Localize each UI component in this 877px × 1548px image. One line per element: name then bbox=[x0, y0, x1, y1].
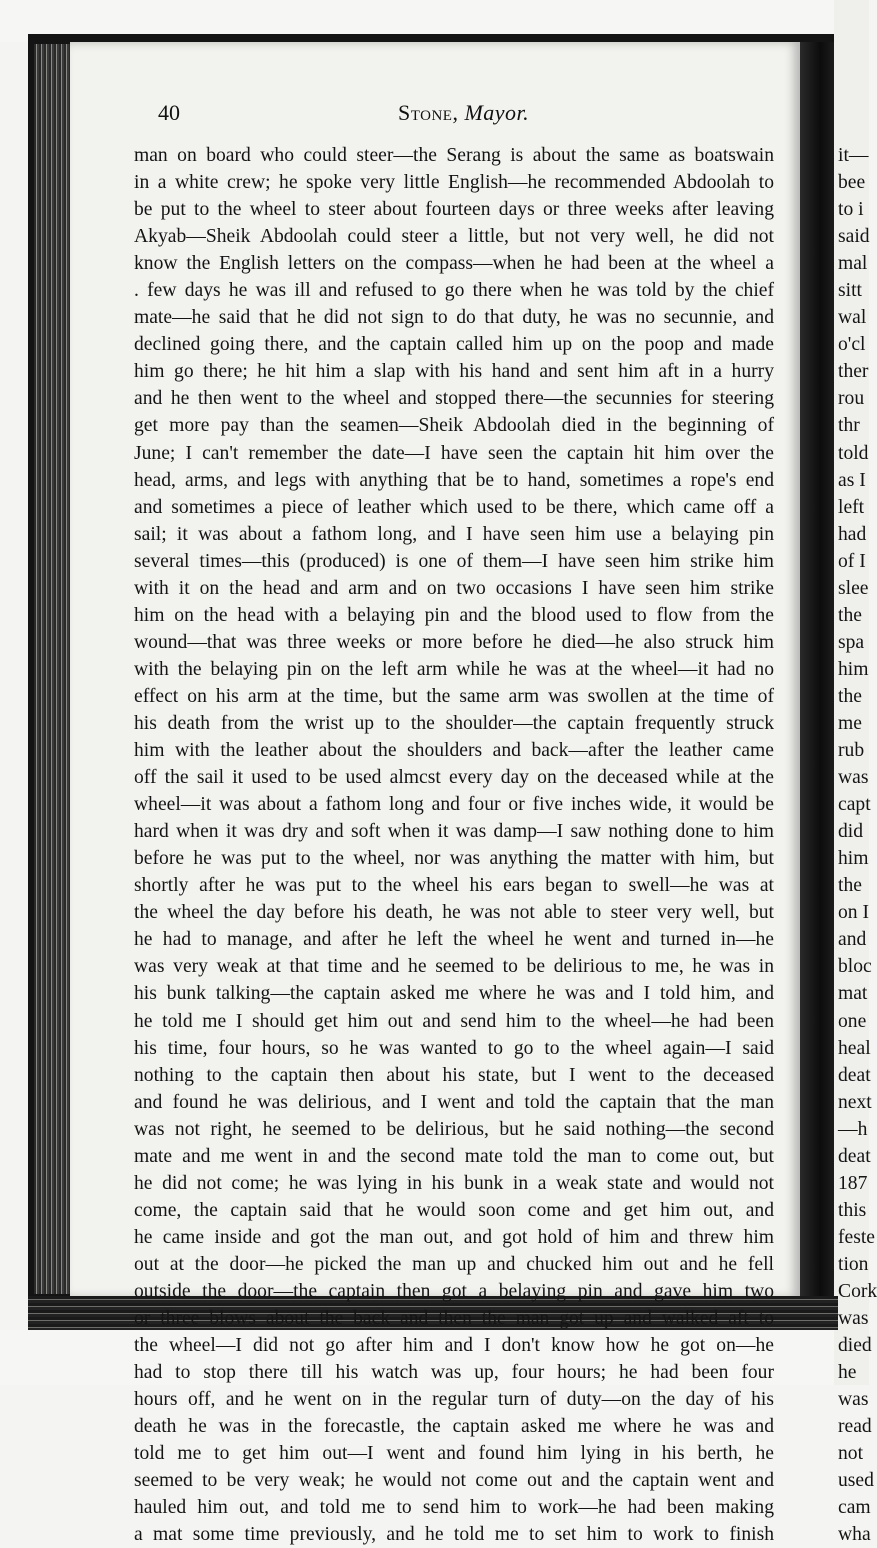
facing-page-fragment: was bbox=[838, 1389, 869, 1411]
text-line: hauled him out, and told me to send him to work—he had been making bbox=[134, 1497, 774, 1519]
text-line: hours off, and he went on in the regular turn of duty—on the day of his bbox=[134, 1389, 774, 1411]
text-line: death he was in the forecastle, the captain asked me where he was and bbox=[134, 1416, 774, 1438]
facing-page-fragment: not bbox=[838, 1443, 864, 1465]
text-line: shortly after he was put to the wheel his ears began to swell—he was at bbox=[134, 875, 774, 897]
facing-page-fragment: tion bbox=[838, 1253, 869, 1275]
text-line: he had to manage, and after he left the wheel he went and turned in—he bbox=[134, 929, 774, 951]
facing-page-fragment: feste bbox=[838, 1226, 875, 1248]
text-line: several times—this (produced) is one of them—I have seen him strike him bbox=[134, 550, 774, 572]
text-line: know the English letters on the compass—when he had been at the wheel a bbox=[134, 253, 774, 275]
text-line: hard when it was dry and soft when it was damp—I saw nothing done to him bbox=[134, 821, 774, 843]
facing-page-fragment: spa bbox=[838, 631, 865, 653]
facing-page-fragment: had bbox=[838, 523, 867, 545]
facing-page-fragment: to i bbox=[838, 199, 864, 221]
text-line: with it on the head and arm and on two occasions I have seen him strike bbox=[134, 577, 774, 599]
text-line: head, arms, and legs with anything that be to hand, sometimes a rope's end bbox=[134, 469, 774, 491]
facing-page-fragment: this bbox=[838, 1199, 867, 1221]
facing-page-fragment: slee bbox=[838, 577, 869, 599]
facing-page-fragment: the bbox=[838, 875, 862, 897]
text-line: told me to get him out—I went and found him lying in his berth, he bbox=[134, 1443, 774, 1465]
facing-page-fragment: rub bbox=[838, 740, 865, 762]
facing-page-fragment: and bbox=[838, 929, 867, 951]
text-line: June; I can't remember the date—I have seen the captain hit him over the bbox=[134, 442, 774, 464]
text-line: his death from the wrist up to the shoulder—the captain frequently struck bbox=[134, 712, 774, 734]
facing-page-fragment: wal bbox=[838, 307, 867, 329]
text-line: he did not come; he was lying in his bunk in a weak state and would not bbox=[134, 1172, 774, 1194]
text-line: his time, four hours, so he was wanted to go to the wheel again—I said bbox=[134, 1037, 774, 1059]
text-line: his bunk talking—the captain asked me where he was and I told him, and bbox=[134, 983, 774, 1005]
text-line: get more pay than the seamen—Sheik Abdoolah died in the beginning of bbox=[134, 415, 774, 437]
facing-page-fragment: deat bbox=[838, 1145, 871, 1167]
facing-page-text-fragments bbox=[838, 142, 877, 1548]
facing-page-fragment: read bbox=[838, 1416, 872, 1438]
running-head-title: Mayor. bbox=[464, 100, 530, 125]
text-line: declined going there, and the captain called him up on the poop and made bbox=[134, 334, 774, 356]
text-line: was very weak at that time and he seemed to be delirious to me, he was in bbox=[134, 956, 774, 978]
text-line: before he was put to the wheel, nor was anything the matter with him, but bbox=[134, 848, 774, 870]
facing-page-fragment: deat bbox=[838, 1064, 871, 1086]
text-line: wound—that was three weeks or more before he died—he also struck him bbox=[134, 631, 774, 653]
text-line: off the sail it used to be used almcst every day on the deceased while at the bbox=[134, 767, 774, 789]
text-line: Akyab—Sheik Abdoolah could steer a little, but not very well, he did not bbox=[134, 226, 774, 248]
text-line: him go there; he hit him a slap with his hand and sent him aft in a hurry bbox=[134, 361, 774, 383]
text-line: and he then went to the wheel and stopped there—the secunnies for steering bbox=[134, 388, 774, 410]
book-gutter bbox=[800, 42, 834, 1304]
facing-page-fragment: did bbox=[838, 821, 864, 843]
text-line: had to stop there till his watch was up, four hours; he had been four bbox=[134, 1362, 774, 1384]
facing-page-fragment: me bbox=[838, 712, 862, 734]
text-line: and found he was delirious, and I went and told the captain that the man bbox=[134, 1091, 774, 1113]
text-line: be put to the wheel to steer about fourteen days or three weeks after leaving bbox=[134, 199, 774, 221]
facing-page-fragment: bee bbox=[838, 172, 866, 194]
text-line: him with the leather about the shoulders and back—after the leather came bbox=[134, 740, 774, 762]
facing-page-fragment: left bbox=[838, 496, 865, 518]
facing-page-fragment: sitt bbox=[838, 280, 862, 302]
facing-page-fragment: died bbox=[838, 1335, 872, 1357]
facing-page-fragment: Cork bbox=[838, 1280, 877, 1302]
facing-page-fragment: o'cl bbox=[838, 334, 866, 356]
text-line: in a white crew; he spoke very little English—he recommended Abdoolah to bbox=[134, 172, 774, 194]
facing-page-fragment: thr bbox=[838, 415, 860, 437]
facing-page-fragment: wha bbox=[838, 1524, 871, 1546]
facing-page-fragment: rou bbox=[838, 388, 865, 410]
facing-page-fragment: cam bbox=[838, 1497, 871, 1519]
body-text bbox=[134, 142, 774, 1548]
text-line: the wheel the day before his death, he was not able to steer very well, but bbox=[134, 902, 774, 924]
running-head bbox=[398, 100, 529, 126]
facing-page-fragment: used bbox=[838, 1470, 874, 1492]
text-line: he told me I should get him out and send him to the wheel—he had been bbox=[134, 1010, 774, 1032]
facing-page-fragment: capt bbox=[838, 794, 871, 816]
facing-page-fragment: one bbox=[838, 1010, 867, 1032]
text-line: him on the head with a belaying pin and the blood used to flow from the bbox=[134, 604, 774, 626]
text-line: . few days he was ill and refused to go there when he was told by the chief bbox=[134, 280, 774, 302]
facing-page-fragment: it— bbox=[838, 145, 869, 166]
facing-page-fragment: next bbox=[838, 1091, 872, 1113]
text-line: sail; it was about a fathom long, and I have seen him use a belaying pin bbox=[134, 523, 774, 545]
page-header bbox=[158, 100, 778, 130]
facing-page-fragment: of I bbox=[838, 550, 866, 572]
facing-page-fragment: the bbox=[838, 685, 862, 707]
text-line: was not right, he seemed to be delirious, but he said nothing—the second bbox=[134, 1118, 774, 1140]
text-line: nothing to the captain then about his state, but I went to the deceased bbox=[134, 1064, 774, 1086]
facing-page-fragment: him bbox=[838, 658, 869, 680]
text-line: man on board who could steer—the Serang is about the same as boatswain bbox=[134, 145, 774, 166]
facing-page-fragment: mat bbox=[838, 983, 868, 1005]
text-line: he came inside and got the man out, and got hold of him and threw him bbox=[134, 1226, 774, 1248]
text-line: come, the captain said that he would soon come and get him out, and bbox=[134, 1199, 774, 1221]
facing-page-fragment: mal bbox=[838, 253, 868, 275]
facing-page-fragment: heal bbox=[838, 1037, 871, 1059]
text-line: out at the door—he picked the man up and chucked him out and he fell bbox=[134, 1253, 774, 1275]
text-line: wheel—it was about a fathom long and four or five inches wide, it would be bbox=[134, 794, 774, 816]
facing-page-fragment: bloc bbox=[838, 956, 872, 978]
facing-page-fragment: 187 bbox=[838, 1172, 868, 1194]
text-line: seemed to be very weak; he would not come out and the captain went and bbox=[134, 1470, 774, 1492]
facing-page-fragment: was bbox=[838, 1308, 869, 1330]
facing-page-fragment: him bbox=[838, 848, 869, 870]
page-number: 40 bbox=[158, 100, 180, 125]
text-line: the wheel—I did not go after him and I don't know how he got on—he bbox=[134, 1335, 774, 1357]
text-line: or three blows about the back and then the man got up and walked aft to bbox=[134, 1308, 774, 1330]
text-line: with the belaying pin on the left arm while he was at the wheel—it had no bbox=[134, 658, 774, 680]
facing-page-fragment: the bbox=[838, 604, 862, 626]
facing-page-fragment: as I bbox=[838, 469, 866, 491]
facing-page-fragment: was bbox=[838, 767, 869, 789]
facing-page-fragment: —h bbox=[838, 1118, 868, 1140]
text-line: mate and me went in and the second mate told the man to come out, but bbox=[134, 1145, 774, 1167]
text-line: and sometimes a piece of leather which used to be there, which came off a bbox=[134, 496, 774, 518]
text-line: a mat some time previously, and he told me to set him to work to finish bbox=[134, 1524, 774, 1546]
facing-page-fragment: he bbox=[838, 1362, 857, 1384]
text-line: outside the door—the captain then got a belaying pin and gave him two bbox=[134, 1280, 774, 1302]
running-head-name: Stone, bbox=[398, 100, 459, 125]
text-line: mate—he said that he did not sign to do that duty, he was no secunnie, and bbox=[134, 307, 774, 329]
text-line: effect on his arm at the time, but the same arm was swollen at the time of bbox=[134, 685, 774, 707]
facing-page-fragment: told bbox=[838, 442, 869, 464]
facing-page-fragment: said bbox=[838, 226, 870, 248]
facing-page-fragment: on I bbox=[838, 902, 870, 924]
facing-page-fragment: ther bbox=[838, 361, 869, 383]
